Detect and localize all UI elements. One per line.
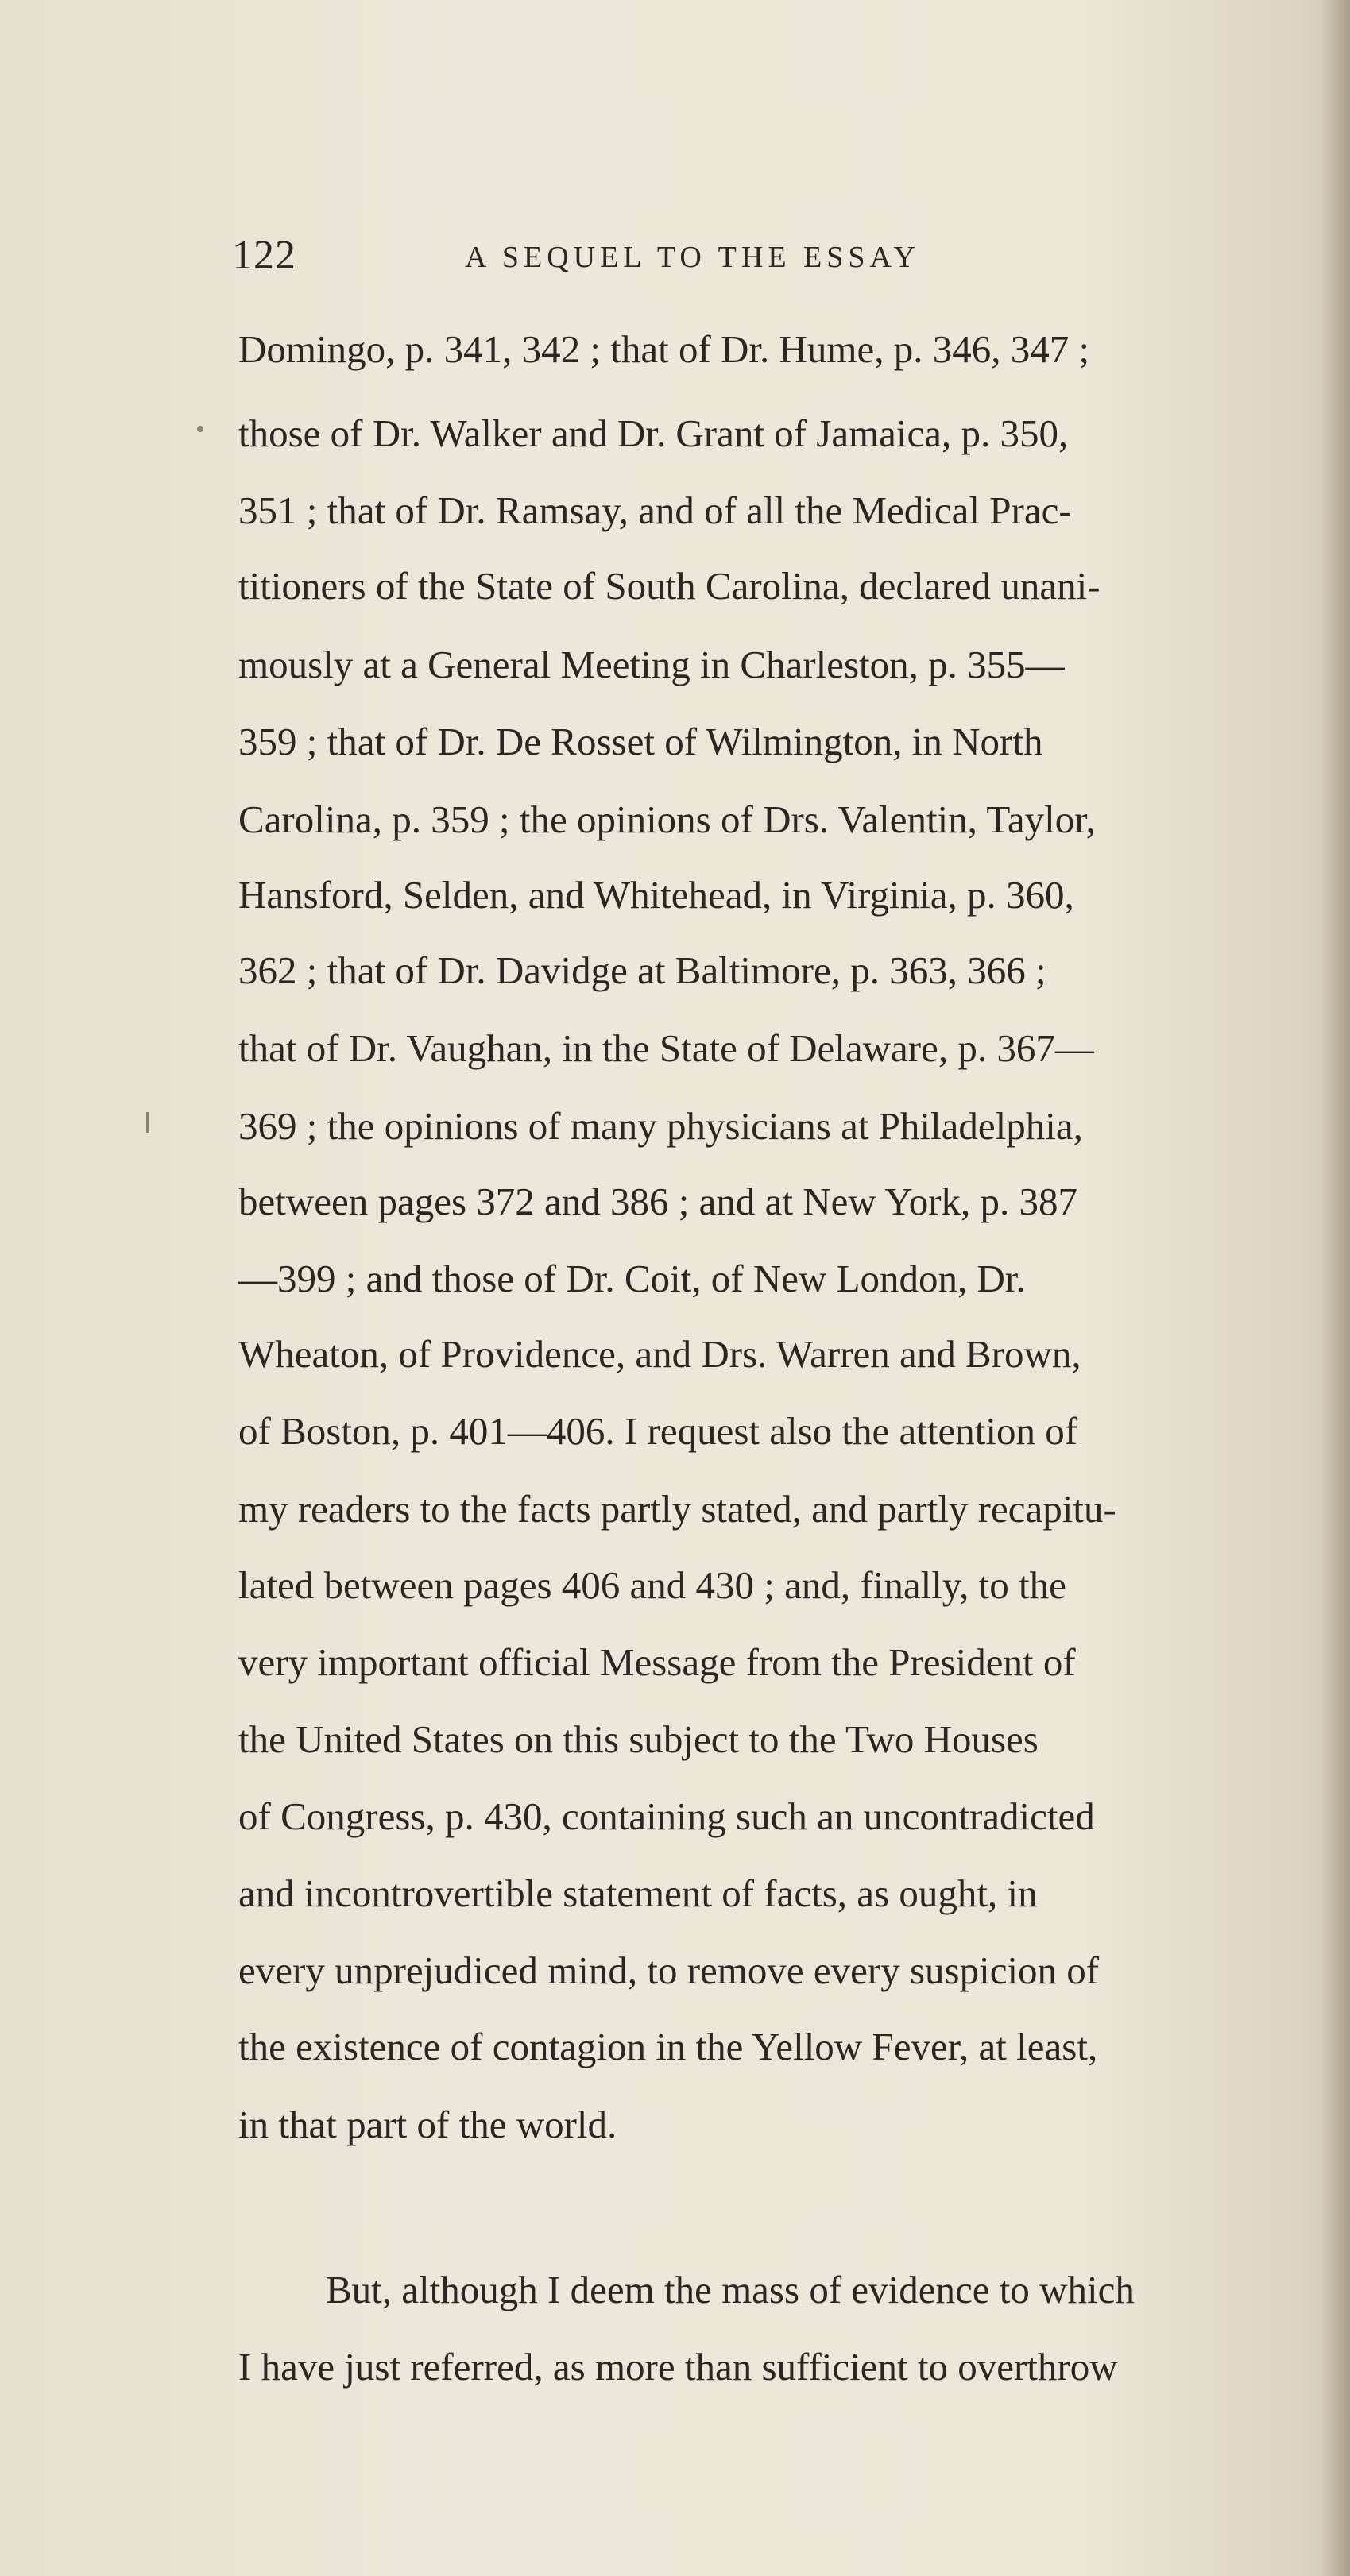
text-line: 362 ; that of Dr. Davidge at Baltimore, p. 363, 366 ;: [238, 948, 1046, 992]
text-line: Hansford, Selden, and Whitehead, in Virginia, p. 360,: [238, 873, 1074, 917]
text-line: 359 ; that of Dr. De Rosset of Wilmington, in North: [238, 720, 1043, 763]
text-line: Domingo, p. 341, 342 ; that of Dr. Hume, p. 346, 347 ;: [238, 327, 1090, 371]
text-line: and incontrovertible statement of facts, as ought, in: [238, 1871, 1038, 1915]
text-line: lated between pages 406 and 430 ; and, finally, to the: [238, 1563, 1066, 1607]
text-line: mously at a General Meeting in Charleston, p. 355—: [238, 643, 1065, 686]
text-line: every unprejudiced mind, to remove every suspicion of: [238, 1948, 1100, 1992]
text-line: between pages 372 and 386 ; and at New York, p. 387: [238, 1180, 1078, 1223]
text-line: of Boston, p. 401—406. I request also the attention of: [238, 1409, 1078, 1453]
text-line: 369 ; the opinions of many physicians at Philadelphia,: [238, 1104, 1083, 1148]
text-line: the United States on this subject to the Two Houses: [238, 1717, 1039, 1761]
text-line: my readers to the facts partly stated, and partly recapitu-: [238, 1487, 1116, 1531]
page-number: 122: [232, 233, 296, 278]
text-line: the existence of contagion in the Yellow Fever, at least,: [238, 2025, 1098, 2068]
text-line: that of Dr. Vaughan, in the State of Delaware, p. 367—: [238, 1026, 1094, 1070]
text-line: those of Dr. Walker and Dr. Grant of Jamaica, p. 350,: [238, 411, 1069, 455]
text-line: —399 ; and those of Dr. Coit, of New London, Dr.: [238, 1257, 1026, 1300]
text-line: in that part of the world.: [238, 2103, 617, 2146]
text-line: very important official Message from the President of: [238, 1640, 1076, 1684]
text-line: 351 ; that of Dr. Ramsay, and of all the Medical Prac-: [238, 489, 1072, 532]
text-line: Carolina, p. 359 ; the opinions of Drs. Valentin, Taylor,: [238, 798, 1096, 841]
running-head: A SEQUEL TO THE ESSAY: [465, 241, 920, 274]
text-line: I have just referred, as more than sufficient to overthrow: [238, 2345, 1118, 2389]
text-line: But, although I deem the mass of evidence to which: [326, 2268, 1135, 2311]
text-line: titioners of the State of South Carolina, declared unani-: [238, 564, 1101, 608]
text-line: of Congress, p. 430, containing such an uncontradicted: [238, 1794, 1095, 1838]
text-line: Wheaton, of Providence, and Drs. Warren and Brown,: [238, 1332, 1081, 1376]
